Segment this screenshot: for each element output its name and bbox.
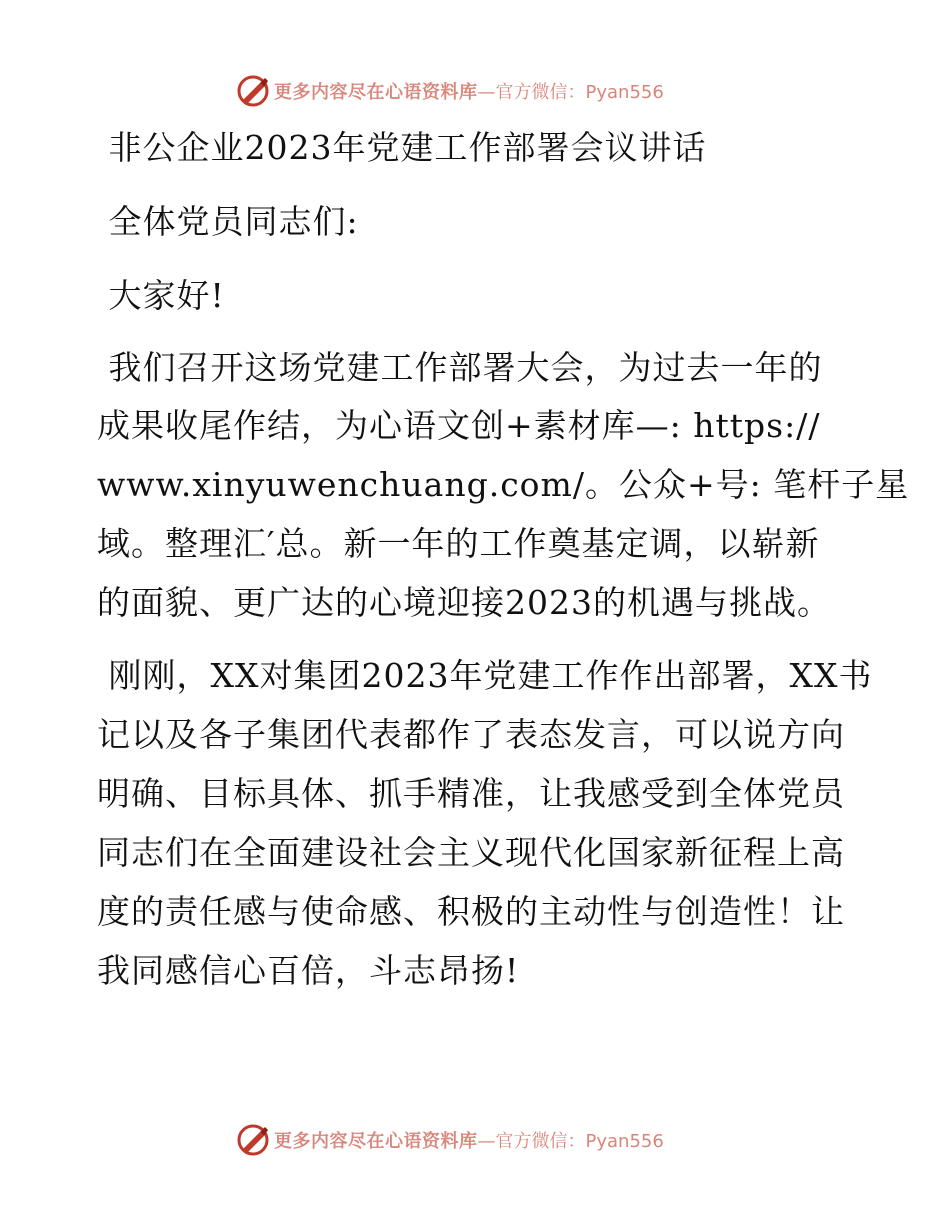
banner-contact-text: —官方微信：Pyan556: [477, 82, 664, 103]
paragraph-line: 刚刚，XX对集团2023年党建工作作出部署，XX书: [97, 656, 873, 695]
greeting: 大家好!: [97, 276, 225, 315]
pen-logo-icon: [236, 1123, 270, 1157]
document-title: 非公企业2023年党建工作部署会议讲话: [97, 128, 707, 167]
header-banner: [236, 73, 664, 109]
salutation: 全体党员同志们:: [97, 202, 359, 241]
banner-contact-text: —官方微信：Pyan556: [477, 1131, 664, 1152]
paragraph-line: 记以及各子集团代表都作了表态发言，可以说方向: [97, 715, 845, 754]
pen-logo-icon: [236, 74, 270, 108]
paragraph-line: 成果收尾作结，为心语文创+素材库—: https://: [97, 406, 821, 445]
paragraph-line: 域。整理汇′总。新一年的工作奠基定调，以崭新: [97, 524, 820, 563]
banner-main-text: 更多内容尽在心语资料库: [274, 1131, 478, 1152]
paragraph-line: www.xinyuwenchuang.com/。公众+号: 笔杆子星: [97, 465, 910, 504]
paragraph-line: 我同感信心百倍，斗志昂扬!: [97, 951, 520, 990]
footer-banner: [236, 1122, 664, 1158]
paragraph-line: 明确、目标具体、抓手精准，让我感受到全体党员: [97, 774, 845, 813]
paragraph-line: 的面貌、更广达的心境迎接2023的机遇与挑战。: [97, 583, 831, 622]
banner-main-text: 更多内容尽在心语资料库: [274, 82, 478, 103]
paragraph-line: 同志们在全面建设社会主义现代化国家新征程上高: [97, 833, 845, 872]
paragraph-line: 我们召开这场党建工作部署大会，为过去一年的: [97, 348, 823, 387]
paragraph-line: 度的责任感与使命感、积极的主动性与创造性！让: [97, 892, 845, 931]
